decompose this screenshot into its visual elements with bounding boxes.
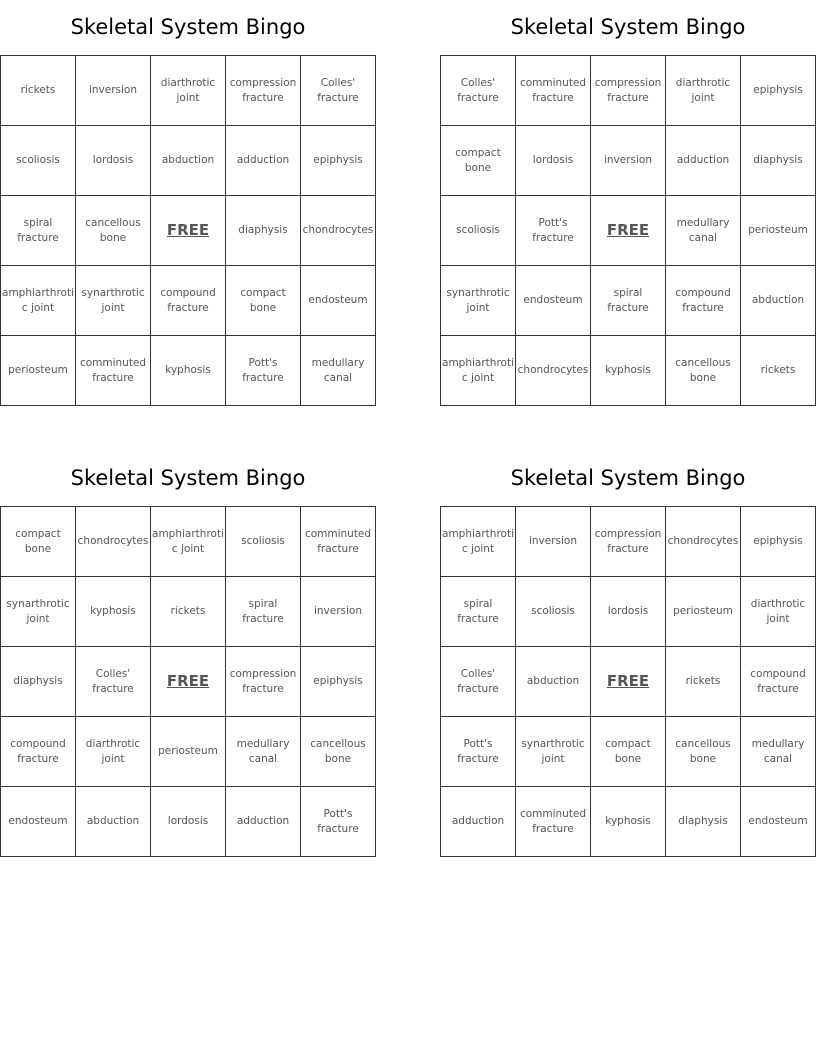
bingo-cell: epiphysis — [301, 126, 376, 196]
bingo-cell: periosteum — [666, 577, 741, 647]
bingo-cell: endosteum — [301, 266, 376, 336]
bingo-card-4 — [440, 451, 816, 857]
bingo-cell: adduction — [226, 126, 301, 196]
bingo-grid — [0, 55, 376, 406]
bingo-cell: compact bone — [591, 717, 666, 787]
bingo-cell: rickets — [666, 647, 741, 717]
bingo-grid — [0, 506, 376, 857]
bingo-cell: comminuted fracture — [76, 336, 151, 406]
bingo-cell: amphiarthrotic joint — [1, 266, 76, 336]
bingo-cell: lordosis — [516, 126, 591, 196]
bingo-cell: scoliosis — [226, 507, 301, 577]
bingo-cell: compression fracture — [591, 56, 666, 126]
bingo-cell: synarthrotic joint — [441, 266, 516, 336]
bingo-cell: endosteum — [516, 266, 591, 336]
bingo-cell: cancellous bone — [666, 717, 741, 787]
bingo-cell: chondrocytes — [301, 196, 376, 266]
bingo-cell: kyphosis — [591, 787, 666, 857]
bingo-cell: diarthrotic joint — [666, 56, 741, 126]
bingo-cell: diarthrotic joint — [741, 577, 816, 647]
bingo-cell: medullary canal — [741, 717, 816, 787]
bingo-cell: adduction — [666, 126, 741, 196]
bingo-cell: diaphysis — [1, 647, 76, 717]
bingo-cell: synarthrotic joint — [76, 266, 151, 336]
bingo-cell: scoliosis — [441, 196, 516, 266]
bingo-grid — [440, 506, 816, 857]
bingo-cell: adduction — [441, 787, 516, 857]
bingo-cell: abduction — [76, 787, 151, 857]
bingo-cell: epiphysis — [301, 647, 376, 717]
bingo-cell: kyphosis — [591, 336, 666, 406]
bingo-cell: inversion — [301, 577, 376, 647]
bingo-cell: inversion — [76, 56, 151, 126]
bingo-cell: abduction — [151, 126, 226, 196]
card-title: Skeletal System Bingo — [70, 15, 306, 39]
bingo-cell: compression fracture — [226, 647, 301, 717]
bingo-cell: Pott's fracture — [226, 336, 301, 406]
bingo-cell: Pott's fracture — [301, 787, 376, 857]
bingo-cell: spiral fracture — [226, 577, 301, 647]
bingo-cell: spiral fracture — [441, 577, 516, 647]
bingo-cell: kyphosis — [151, 336, 226, 406]
card-title: Skeletal System Bingo — [510, 15, 746, 39]
bingo-cell: diaphysis — [666, 787, 741, 857]
bingo-cell: diarthrotic joint — [151, 56, 226, 126]
bingo-cell: chondrocytes — [76, 507, 151, 577]
bingo-cell: amphiarthrotic joint — [441, 336, 516, 406]
bingo-cell: lordosis — [151, 787, 226, 857]
bingo-cell: rickets — [1, 56, 76, 126]
bingo-cell: Colles' fracture — [301, 56, 376, 126]
bingo-cell: Colles' fracture — [76, 647, 151, 717]
bingo-cell: comminuted fracture — [301, 507, 376, 577]
bingo-cell: rickets — [151, 577, 226, 647]
card-title: Skeletal System Bingo — [510, 466, 746, 490]
bingo-grid — [440, 55, 816, 406]
bingo-cell: diaphysis — [741, 126, 816, 196]
bingo-cell: compression fracture — [591, 507, 666, 577]
bingo-cell: diarthrotic joint — [76, 717, 151, 787]
bingo-cell: compound fracture — [741, 647, 816, 717]
bingo-cell: lordosis — [591, 577, 666, 647]
bingo-cell: compact bone — [226, 266, 301, 336]
bingo-cell: Pott's fracture — [516, 196, 591, 266]
bingo-cell: periosteum — [151, 717, 226, 787]
bingo-cell: inversion — [591, 126, 666, 196]
bingo-cell: compact bone — [441, 126, 516, 196]
bingo-cell: epiphysis — [741, 507, 816, 577]
bingo-cell: compact bone — [1, 507, 76, 577]
bingo-cell: rickets — [741, 336, 816, 406]
bingo-cell: medullary canal — [301, 336, 376, 406]
bingo-card-3 — [0, 451, 376, 857]
bingo-cell: diaphysis — [226, 196, 301, 266]
bingo-cell: comminuted fracture — [516, 56, 591, 126]
bingo-cell: compound fracture — [1, 717, 76, 787]
bingo-cell: endosteum — [741, 787, 816, 857]
bingo-cell: lordosis — [76, 126, 151, 196]
bingo-cell: synarthrotic joint — [516, 717, 591, 787]
bingo-cell: synarthrotic joint — [1, 577, 76, 647]
bingo-card-2 — [440, 0, 816, 406]
bingo-cell: Colles' fracture — [441, 56, 516, 126]
bingo-cell: medullary canal — [666, 196, 741, 266]
card-title: Skeletal System Bingo — [70, 466, 306, 490]
bingo-cell: adduction — [226, 787, 301, 857]
bingo-cell: kyphosis — [76, 577, 151, 647]
bingo-cell: scoliosis — [516, 577, 591, 647]
bingo-cell: endosteum — [1, 787, 76, 857]
bingo-cell: compression fracture — [226, 56, 301, 126]
bingo-cell: Pott's fracture — [441, 717, 516, 787]
bingo-cell: amphiarthrotic joint — [151, 507, 226, 577]
bingo-cell: comminuted fracture — [516, 787, 591, 857]
free-space-cell: FREE — [591, 647, 666, 717]
bingo-cell: amphiarthrotic joint — [441, 507, 516, 577]
bingo-cell: medullary canal — [226, 717, 301, 787]
bingo-cell: abduction — [741, 266, 816, 336]
bingo-cell: cancellous bone — [301, 717, 376, 787]
bingo-cell: spiral fracture — [1, 196, 76, 266]
bingo-cell: cancellous bone — [76, 196, 151, 266]
bingo-cell: cancellous bone — [666, 336, 741, 406]
bingo-cell: epiphysis — [741, 56, 816, 126]
bingo-cell: abduction — [516, 647, 591, 717]
free-space-cell: FREE — [151, 647, 226, 717]
free-space-cell: FREE — [591, 196, 666, 266]
bingo-cell: scoliosis — [1, 126, 76, 196]
bingo-cell: chondrocytes — [666, 507, 741, 577]
bingo-cell: spiral fracture — [591, 266, 666, 336]
bingo-cell: chondrocytes — [516, 336, 591, 406]
bingo-card-1 — [0, 0, 376, 406]
bingo-cell: compound fracture — [151, 266, 226, 336]
bingo-cell: periosteum — [1, 336, 76, 406]
bingo-cell: inversion — [516, 507, 591, 577]
free-space-cell: FREE — [151, 196, 226, 266]
bingo-cell: Colles' fracture — [441, 647, 516, 717]
bingo-cell: compound fracture — [666, 266, 741, 336]
bingo-cell: periosteum — [741, 196, 816, 266]
